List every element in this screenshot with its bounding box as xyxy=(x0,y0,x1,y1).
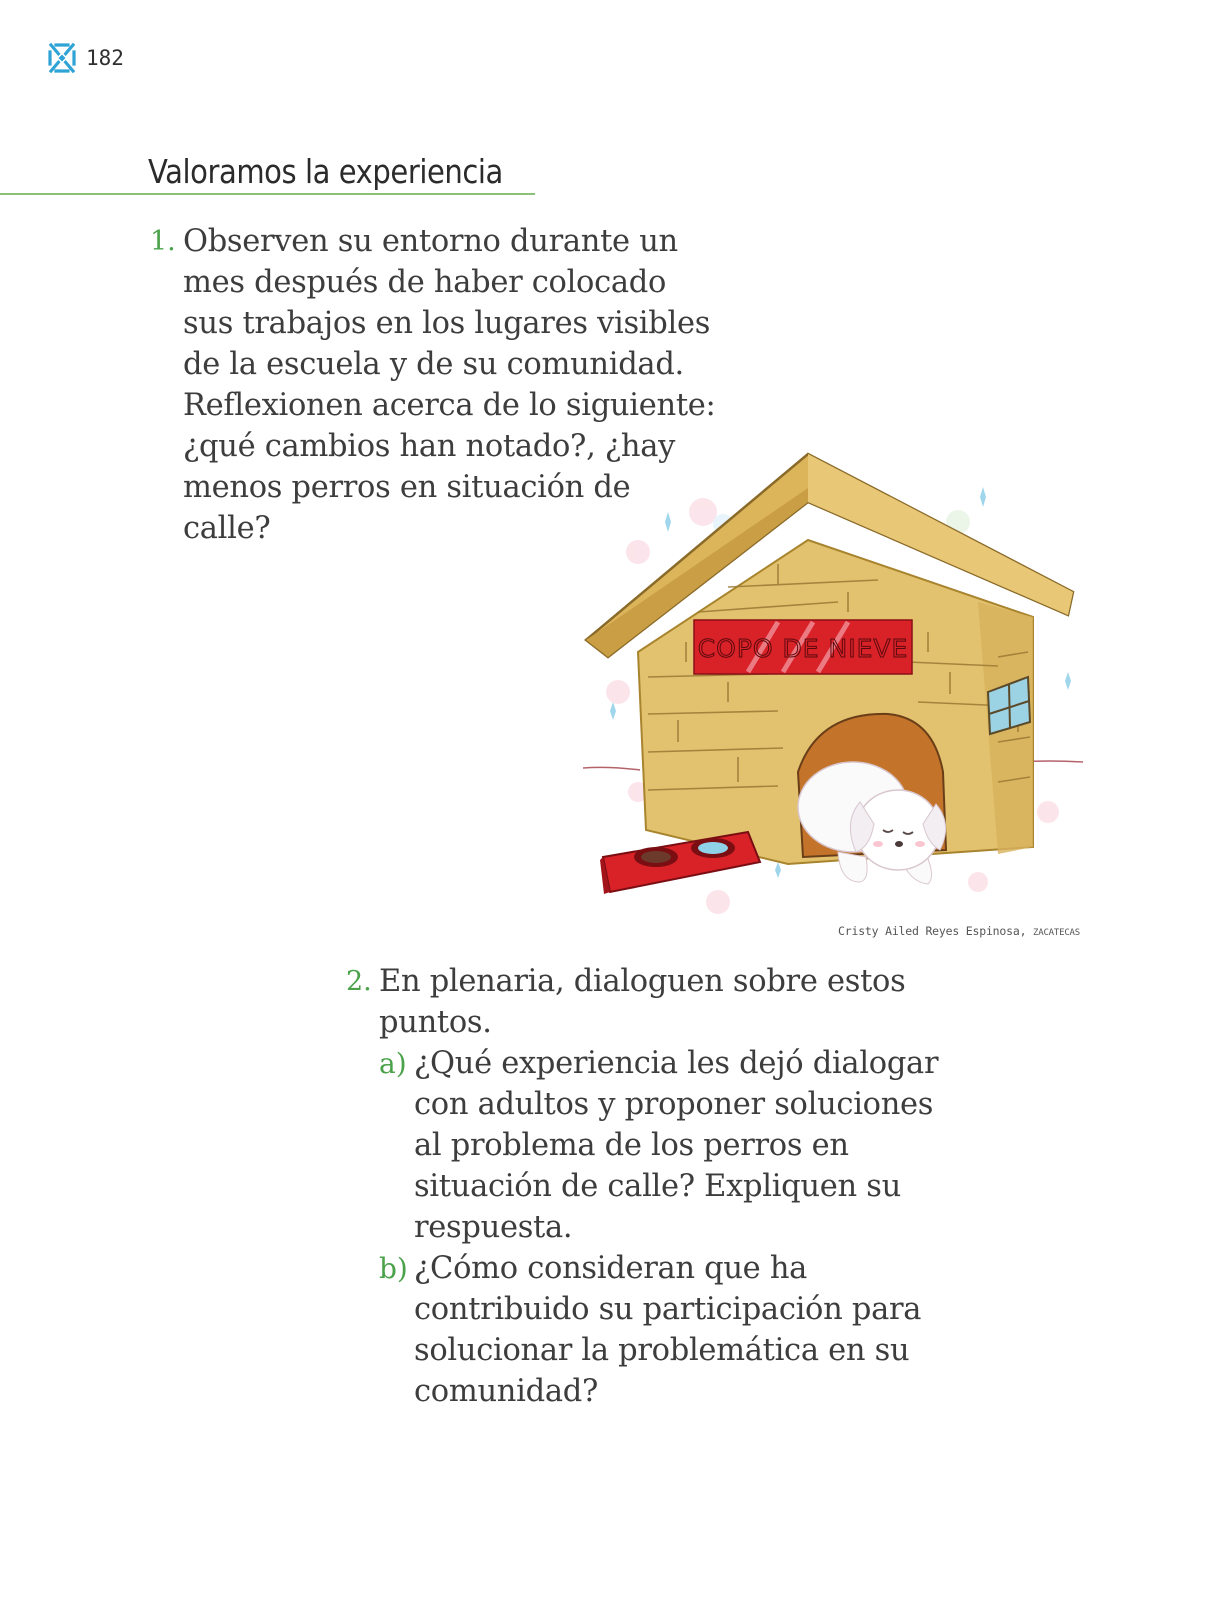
question-text xyxy=(379,961,905,1043)
text-line: sus trabajos en los lugares visibles xyxy=(183,306,711,341)
text-line: de la escuela y de su comunidad. xyxy=(183,347,684,382)
page-number: 182 xyxy=(86,46,124,70)
subitem-letter: b) xyxy=(379,1252,408,1285)
credit-author: Cristy Ailed Reyes Espinosa, xyxy=(838,924,1027,938)
text-line: situación de calle? Expliquen su xyxy=(414,1169,901,1204)
text-line: respuesta. xyxy=(414,1210,573,1245)
text-line: mes después de haber colocado xyxy=(183,265,667,300)
text-line: al problema de los perros en xyxy=(414,1128,849,1163)
text-line: ¿Cómo consideran que ha xyxy=(414,1251,808,1286)
text-line: ¿qué cambios han notado?, ¿hay xyxy=(183,429,676,464)
text-line: menos perros en situación de xyxy=(183,470,631,505)
question-number: 1. xyxy=(150,226,176,257)
text-line: Observen su entorno durante un xyxy=(183,224,678,259)
star-knot-icon xyxy=(48,42,76,74)
text-line: Reflexionen acerca de lo siguiente: xyxy=(183,388,716,423)
subitem-letter: a) xyxy=(379,1047,407,1080)
doghouse-illustration xyxy=(578,452,1098,922)
text-line: comunidad? xyxy=(414,1374,598,1409)
text-line: ¿Qué experiencia les dejó dialogar xyxy=(414,1046,939,1081)
section-title: Valoramos la experiencia xyxy=(148,152,503,191)
text-line: solucionar la problemática en su xyxy=(414,1333,910,1368)
title-rule xyxy=(0,193,535,195)
text-line: contribuido su participación para xyxy=(414,1292,922,1327)
question-number: 2. xyxy=(346,966,372,997)
subitem-a xyxy=(379,1043,946,1248)
subitem-b xyxy=(379,1248,946,1412)
text-line: calle? xyxy=(183,511,271,546)
subitem-text xyxy=(414,1248,921,1412)
question-2 xyxy=(346,961,946,1412)
credit-place: ZACATECAS xyxy=(1033,928,1080,938)
sign-text: COPO DE NIEVE xyxy=(697,634,909,663)
text-line: puntos. xyxy=(379,1005,492,1040)
subitem-text xyxy=(414,1043,938,1248)
text-line: En plenaria, dialoguen sobre estos xyxy=(379,964,906,999)
food-bowls xyxy=(600,832,760,894)
illustration-credit xyxy=(838,924,1080,938)
page-header xyxy=(48,42,124,74)
text-line: con adultos y proponer soluciones xyxy=(414,1087,934,1122)
